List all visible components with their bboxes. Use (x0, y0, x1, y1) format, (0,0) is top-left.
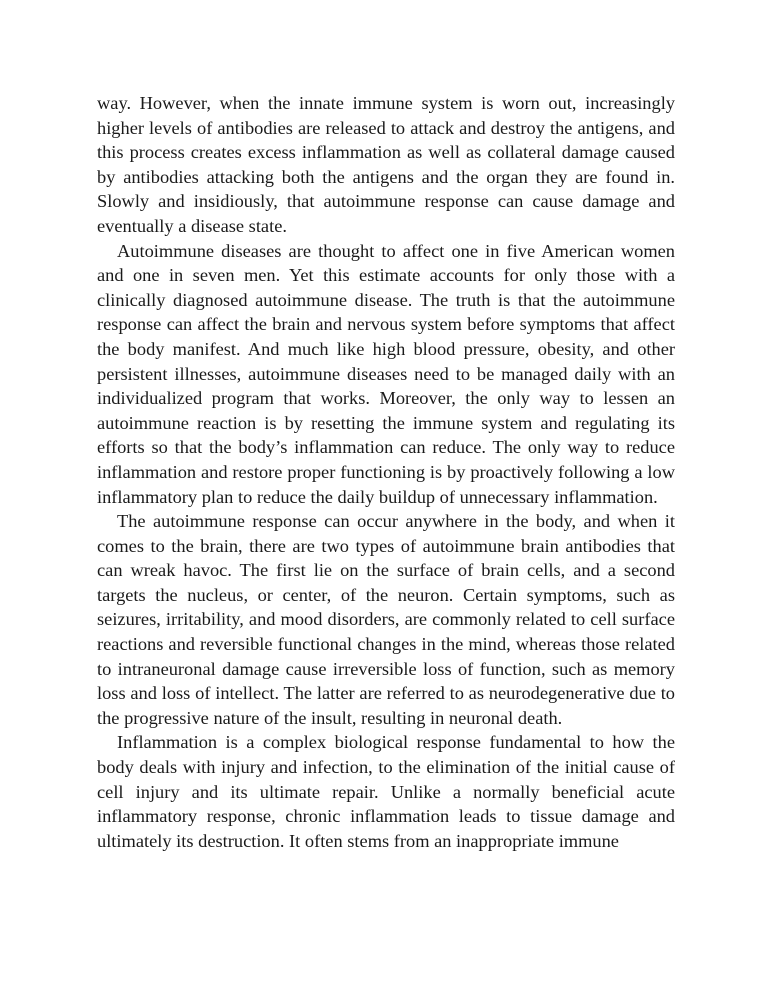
paragraph-continuation: way. However, when the innate immune system is worn out, increasingly higher levels of antibodies are released to attack and destroy the antigens, and this process creates excess inflammation as well as collateral damage caused by antibodies attacking both the antigens and the organ they are found in. Slowly and insidiously, that autoimmune response can cause damage and eventually a disease state. (97, 93, 675, 236)
paragraph-inflammation: Inflammation is a complex biological response fundamental to how the body deals with injury and infection, to the elimination of the initial cause of cell injury and its ultimate repair. Unlike a normally beneficial acute inflammatory response, chronic inflammation leads to tissue damage and ultimately its destruction. It often stems from an inappropriate immune (97, 732, 675, 851)
body-text (97, 91, 675, 853)
paragraph-autoimmune-prevalence: Autoimmune diseases are thought to affect one in five American women and one in seven men. Yet this estimate accounts for only those with a clinically diagnosed autoimmune disease. The truth is that the autoimmune response can affect the brain and nervous system before symptoms that affect the body manifest. And much like high blood pressure, obesity, and other persistent illnesses, autoimmune diseases need to be managed daily with an individualized program that works. Moreover, the only way to lessen an autoimmune reaction is by resetting the immune system and regulating its efforts so that the body’s inflammation can reduce. The only way to reduce inflammation and restore proper functioning is by proactively following a low inflammatory plan to reduce the daily buildup of unnecessary inflammation. (97, 240, 675, 507)
paragraph-brain-antibodies: The autoimmune response can occur anywhere in the body, and when it comes to the brain, there are two types of autoimmune brain antibodies that can wreak havoc. The first lie on the surface of brain cells, and a second targets the nucleus, or center, of the neuron. Certain symptoms, such as seizures, irritability, and mood disorders, are commonly related to cell surface reactions and reversible functional changes in the mind, whereas those related to intraneuronal damage cause irreversible loss of function, such as memory loss and loss of intellect. The latter are referred to as neurodegenerative due to the progressive nature of the insult, resulting in neuronal death. (97, 511, 675, 728)
